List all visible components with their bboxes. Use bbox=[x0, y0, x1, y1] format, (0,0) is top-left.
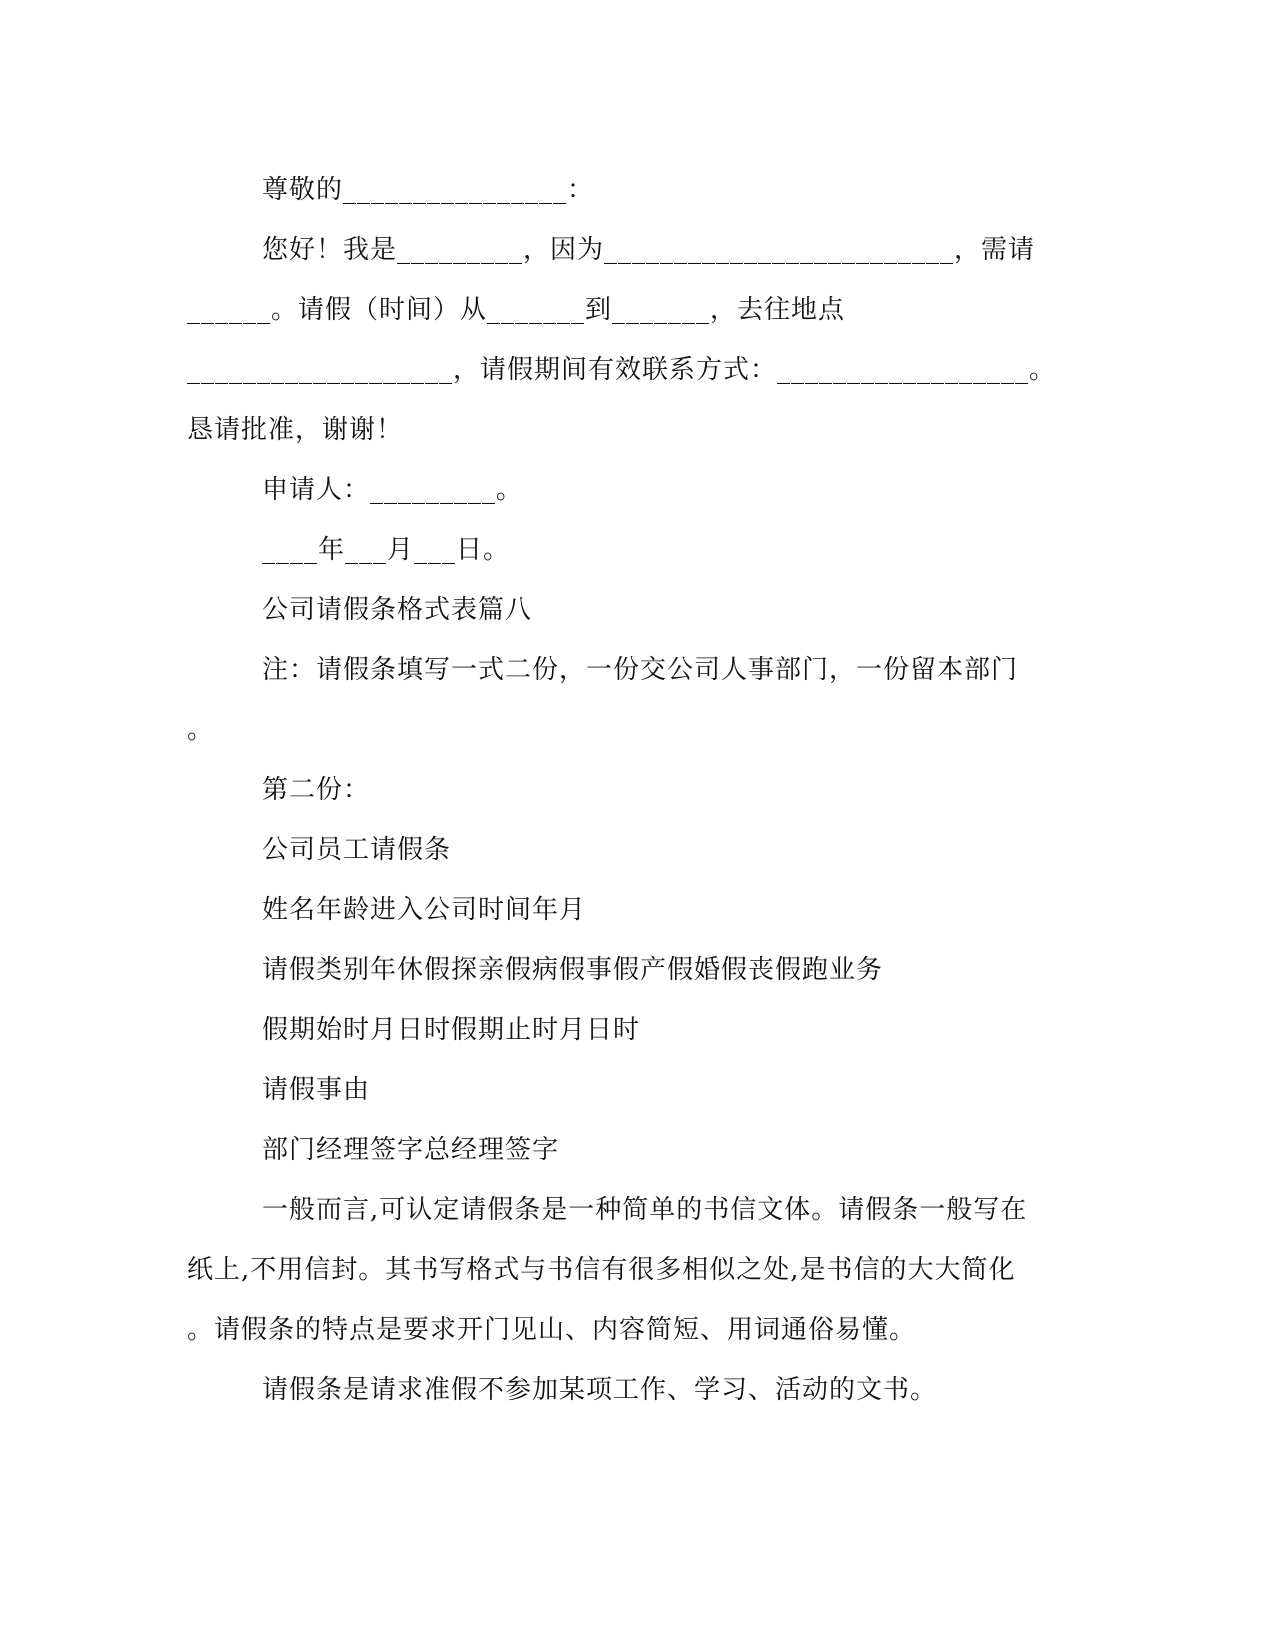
salutation-line: 尊敬的________________： bbox=[262, 175, 595, 205]
applicant-line: 申请人：_________。 bbox=[262, 475, 524, 505]
form-row-reason: 请假事由 bbox=[262, 1075, 371, 1105]
contact-line: ___________________，请假期间有效联系方式：__________________。 bbox=[187, 355, 1057, 385]
greeting-line: 您好！我是_________，因为_________________________，需请 bbox=[262, 235, 1036, 265]
form-row-leave-type: 请假类别年休假探亲假病假事假产假婚假丧假跑业务 bbox=[262, 955, 884, 985]
request-approval-line: 恳请批准，谢谢！ bbox=[187, 415, 404, 445]
form-row-name: 姓名年龄进入公司时间年月 bbox=[262, 895, 587, 925]
body-paragraph-line: 。请假条的特点是要求开门见山、内容简短、用词通俗易懂。 bbox=[187, 1315, 917, 1345]
note-continuation: 。 bbox=[187, 715, 215, 745]
leave-time-line: ______。请假（时间）从_______到_______，去往地点 bbox=[187, 295, 846, 325]
date-line: ____年___月___日。 bbox=[262, 535, 511, 565]
section-heading: 公司请假条格式表篇八 bbox=[262, 595, 533, 625]
definition-line: 请假条是请求准假不参加某项工作、学习、活动的文书。 bbox=[262, 1375, 938, 1405]
form-row-leave-period: 假期始时月日时假期止时月日时 bbox=[262, 1015, 641, 1045]
form-title: 公司员工请假条 bbox=[262, 835, 452, 865]
second-copy-label: 第二份： bbox=[262, 775, 371, 805]
body-paragraph-line: 纸上,不用信封。其书写格式与书信有很多相似之处,是书信的大大简化 bbox=[187, 1255, 1016, 1285]
note-line: 注：请假条填写一式二份，一份交公司人事部门，一份留本部门 bbox=[262, 655, 1019, 685]
form-row-signatures: 部门经理签字总经理签字 bbox=[262, 1135, 560, 1165]
body-paragraph-line: 一般而言,可认定请假条是一种简单的书信文体。请假条一般写在 bbox=[262, 1195, 1028, 1225]
